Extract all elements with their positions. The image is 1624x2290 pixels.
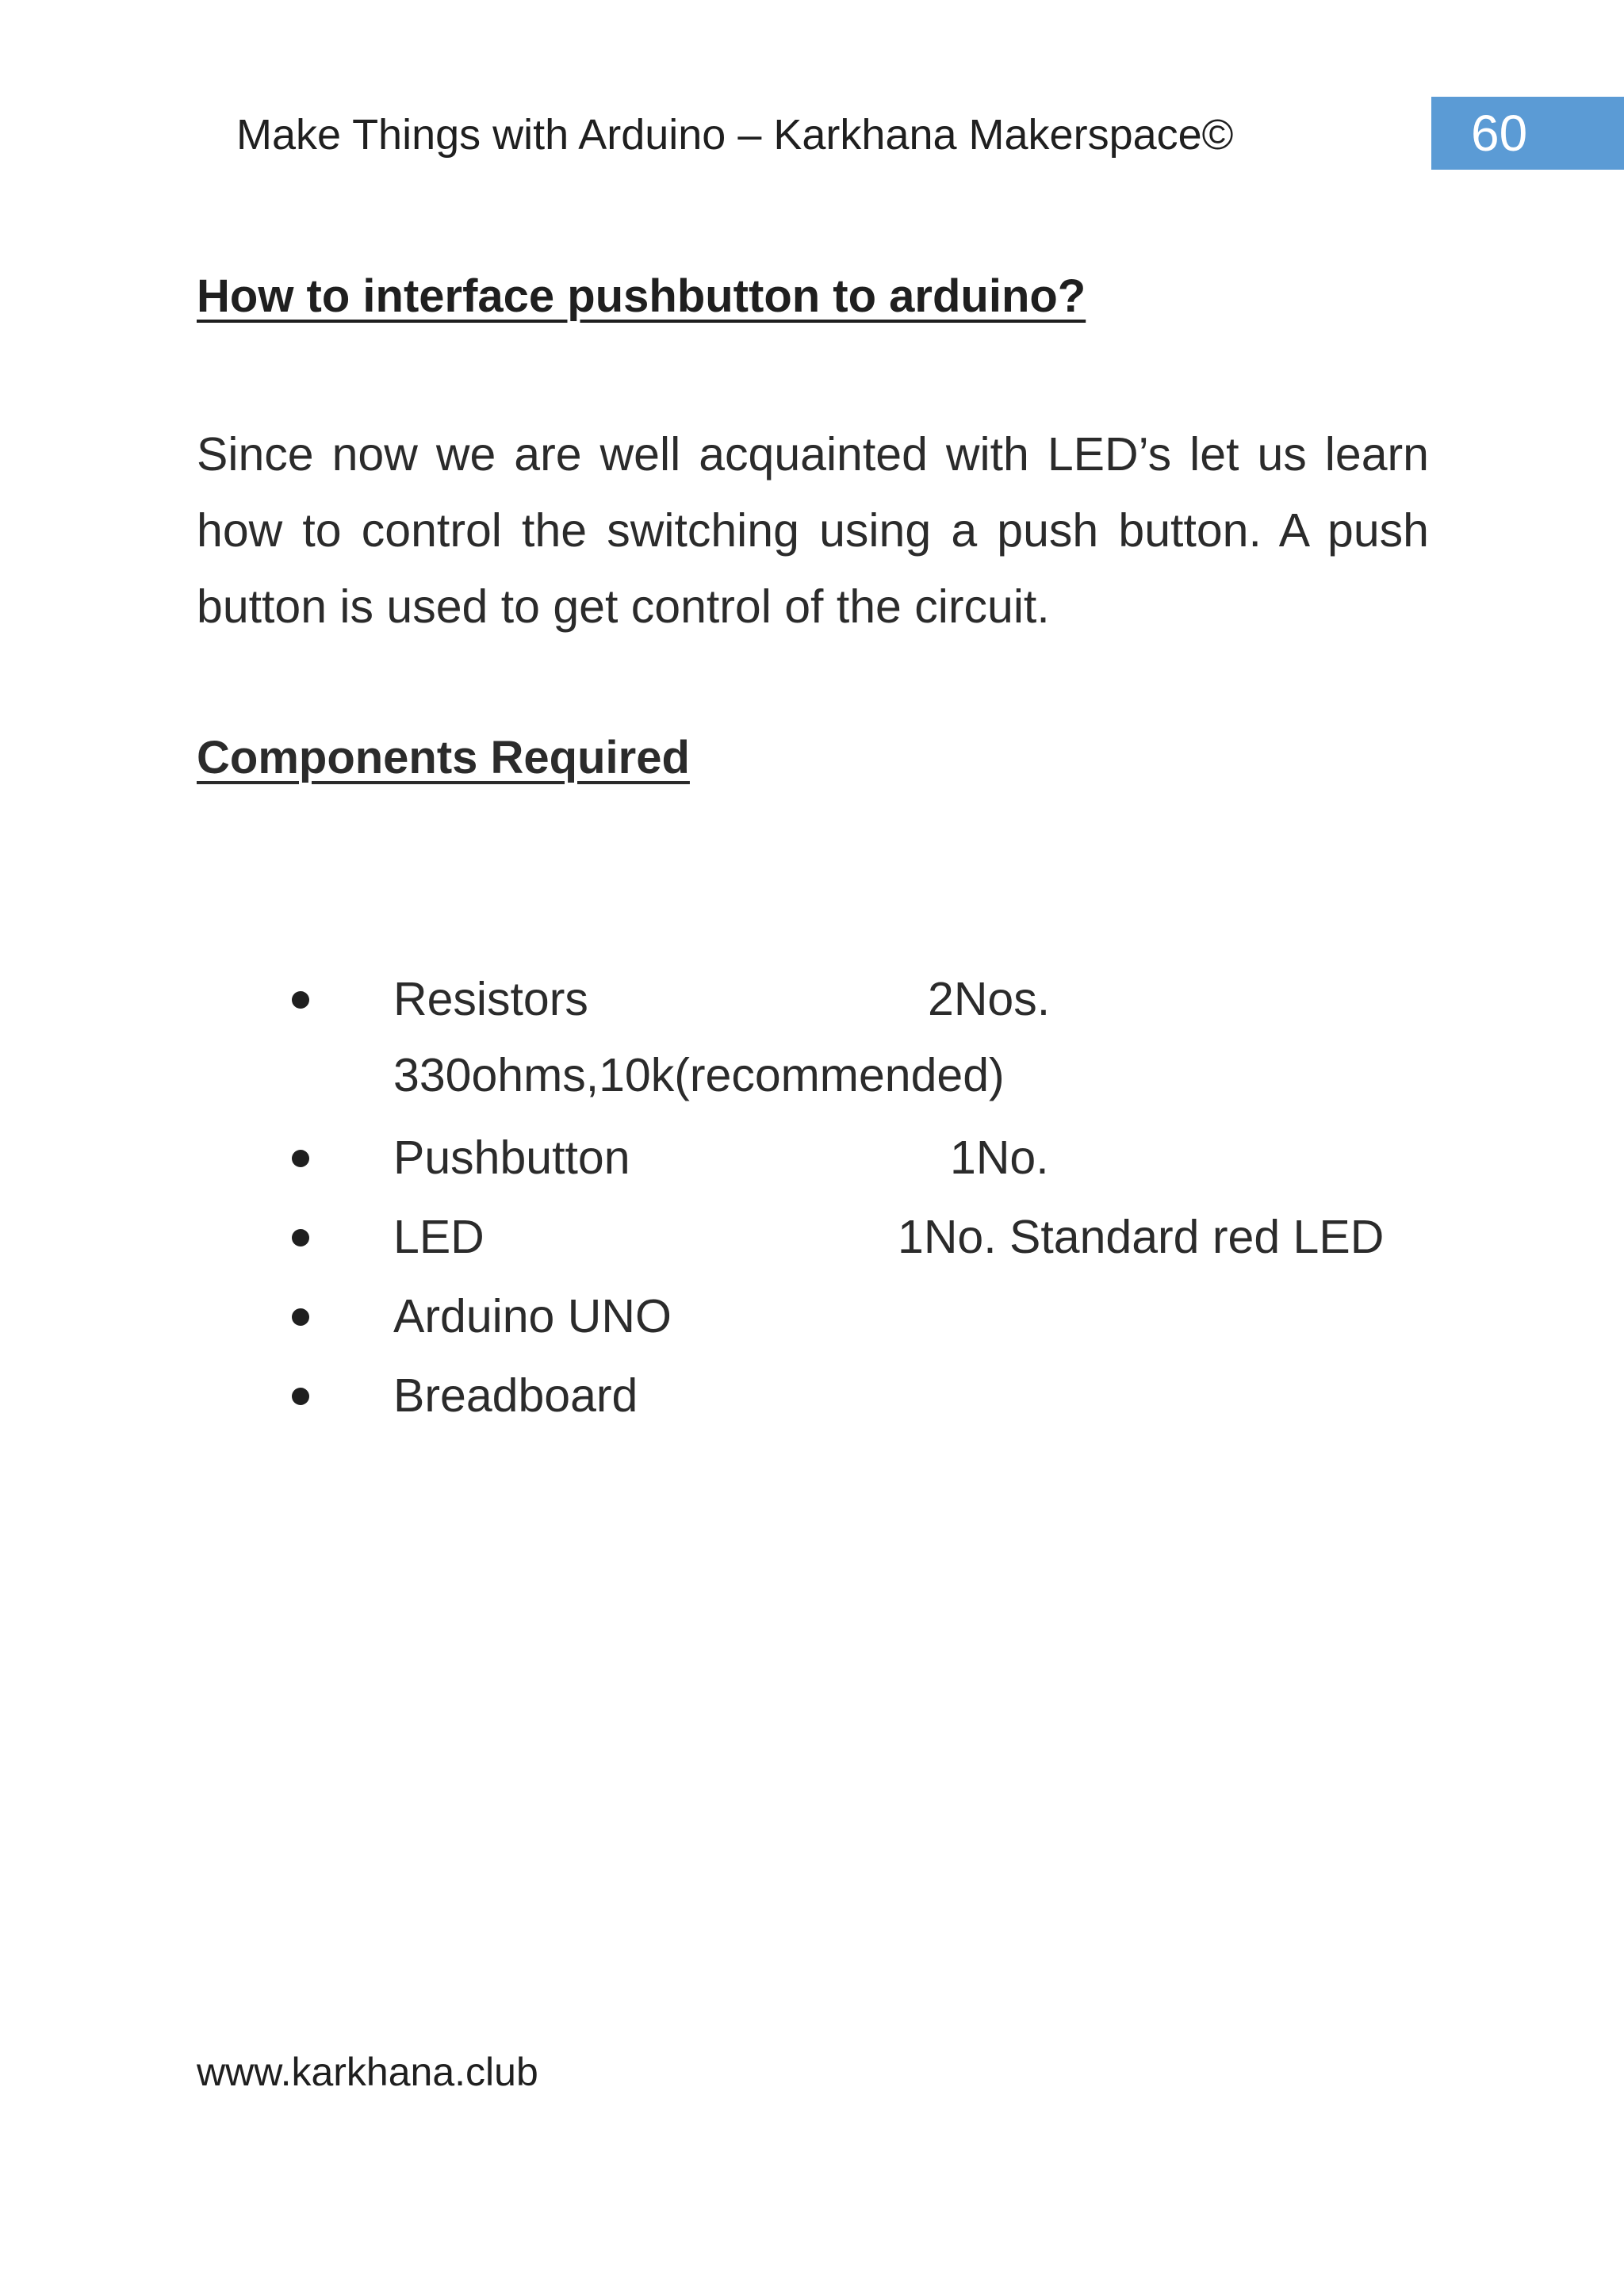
intro-paragraph: Since now we are well acquainted with LED’s let us learn how to control the switching using a push button. A push button is used to get control of the circuit. [197, 428, 1429, 633]
bullet-icon [292, 1308, 309, 1326]
bullet-icon [292, 1388, 309, 1405]
component-quantity: 1No. [950, 1132, 1049, 1184]
component-name: Pushbutton [393, 1132, 630, 1184]
bullet-icon [292, 1150, 309, 1167]
footer-url: www.karkhana.club [197, 2050, 538, 2094]
component-name: Arduino UNO [393, 1290, 672, 1342]
list-item [197, 961, 1465, 1116]
bullet-icon [292, 1229, 309, 1246]
bullet-icon [292, 991, 309, 1009]
components-heading: Components Required [197, 732, 690, 783]
component-name: Resistors [393, 973, 588, 1025]
components-list [197, 961, 1465, 1437]
list-item [197, 1278, 1465, 1354]
page-number: 60 [1431, 97, 1624, 170]
list-item [197, 1120, 1465, 1196]
section-heading: How to interface pushbutton to arduino? [197, 270, 1086, 322]
running-header: Make Things with Arduino – Karkhana Makerspace© [236, 111, 1234, 159]
list-item [197, 1358, 1465, 1434]
component-note: 330ohms,10k(recommended) [393, 1049, 1005, 1101]
component-quantity: 1No. Standard red LED [898, 1211, 1385, 1263]
component-quantity: 2Nos. [928, 973, 1051, 1025]
component-name: Breadboard [393, 1369, 638, 1422]
component-name: LED [393, 1211, 485, 1263]
list-item [197, 1199, 1465, 1275]
